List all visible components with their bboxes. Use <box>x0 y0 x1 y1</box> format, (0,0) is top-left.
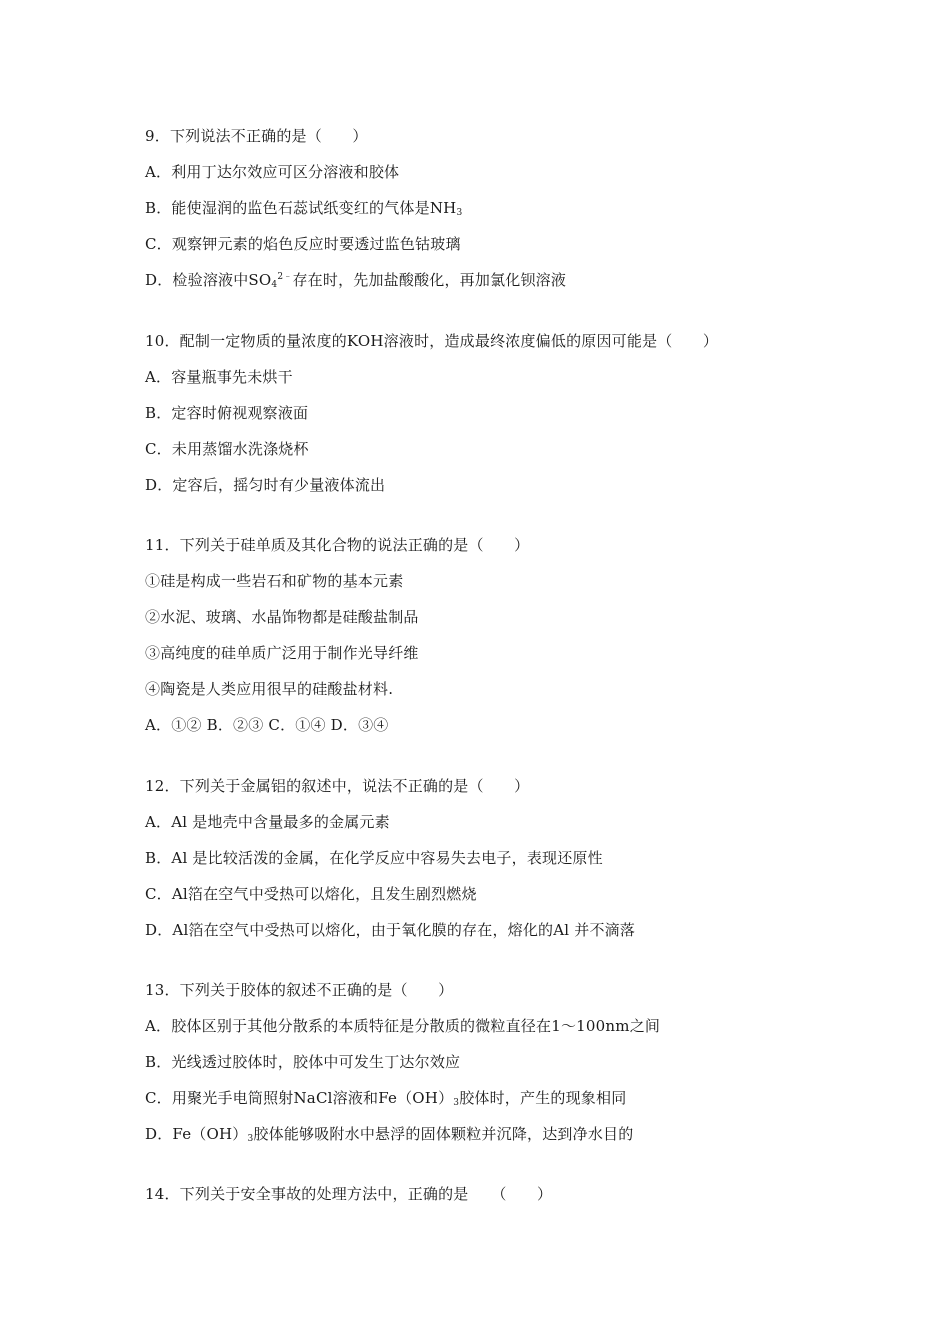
question-10-option-d: D．定容后，摇匀时有少量液体流出 <box>145 476 386 494</box>
question-12-option-b: B．Al 是比较活泼的金属，在化学反应中容易失去电子，表现还原性 <box>145 849 603 867</box>
question-10-option-b: B．定容时俯视观察液面 <box>145 404 309 422</box>
question-9-option-c: C．观察钾元素的焰色反应时要透过监色钴玻璃 <box>145 235 461 253</box>
question-13-option-a: A．胶体区别于其他分散系的本质特征是分散质的微粒直径在1～100nm之间 <box>145 1017 661 1035</box>
question-10-option-a: A．容量瓶事先未烘干 <box>145 368 293 386</box>
question-9-option-a: A．利用丁达尔效应可区分溶液和胶体 <box>145 163 400 181</box>
question-13-option-d: D．$Fe(OH)_3$胶体能够吸附水中悬浮的固体颗粒并沉降，达到净水目的 <box>145 1125 634 1144</box>
question-9-option-d: D．检验溶液中$SO_4^{2﹣}$存在时，先加盐酸酸化，再加氯化钡溶液 <box>145 271 567 290</box>
question-9-option-b: B．能使湿润的监色石蕊试纸变红的气体是$NH_3$ <box>145 199 463 218</box>
question-11-statement-1: ①硅是构成一些岩石和矿物的基本元素 <box>145 572 404 590</box>
question-13-option-c: C．用聚光手电筒照射NaCl溶液和$Fe(OH)_3$胶体时，产生的现象相同 <box>145 1089 627 1108</box>
question-13-option-b: B．光线透过胶体时，胶体中可发生丁达尔效应 <box>145 1053 461 1071</box>
question-11-statement-3: ③高纯度的硅单质广泛用于制作光导纤维 <box>145 644 419 662</box>
question-14-stem: 14．下列关于安全事故的处理方法中，正确的是 （ ） <box>145 1185 553 1203</box>
question-9-stem: 9．下列说法不正确的是（ ） <box>145 127 368 145</box>
question-11-statement-4: ④陶瓷是人类应用很早的硅酸盐材料. <box>145 680 394 698</box>
question-10-stem: 10．配制一定物质的量浓度的KOH溶液时，造成最终浓度偏低的原因可能是（ ） <box>145 332 719 350</box>
question-12-option-d: D．Al箔在空气中受热可以熔化，由于氧化膜的存在，熔化的Al 并不滴落 <box>145 921 636 939</box>
question-12-option-a: A．Al 是地壳中含量最多的金属元素 <box>145 813 390 831</box>
question-11-options: A．①② B．②③ C．①④ D．③④ <box>145 716 389 734</box>
question-13-stem: 13．下列关于胶体的叙述不正确的是（ ） <box>145 981 454 999</box>
question-10-option-c: C．未用蒸馏水洗涤烧杯 <box>145 440 309 458</box>
question-12-option-c: C．Al箔在空气中受热可以熔化，且发生剧烈燃烧 <box>145 885 477 903</box>
question-12-stem: 12．下列关于金属铝的叙述中，说法不正确的是（ ） <box>145 777 530 795</box>
question-11-stem: 11．下列关于硅单质及其化合物的说法正确的是（ ） <box>145 536 530 554</box>
question-11-statement-2: ②水泥、玻璃、水晶饰物都是硅酸盐制品 <box>145 608 419 626</box>
